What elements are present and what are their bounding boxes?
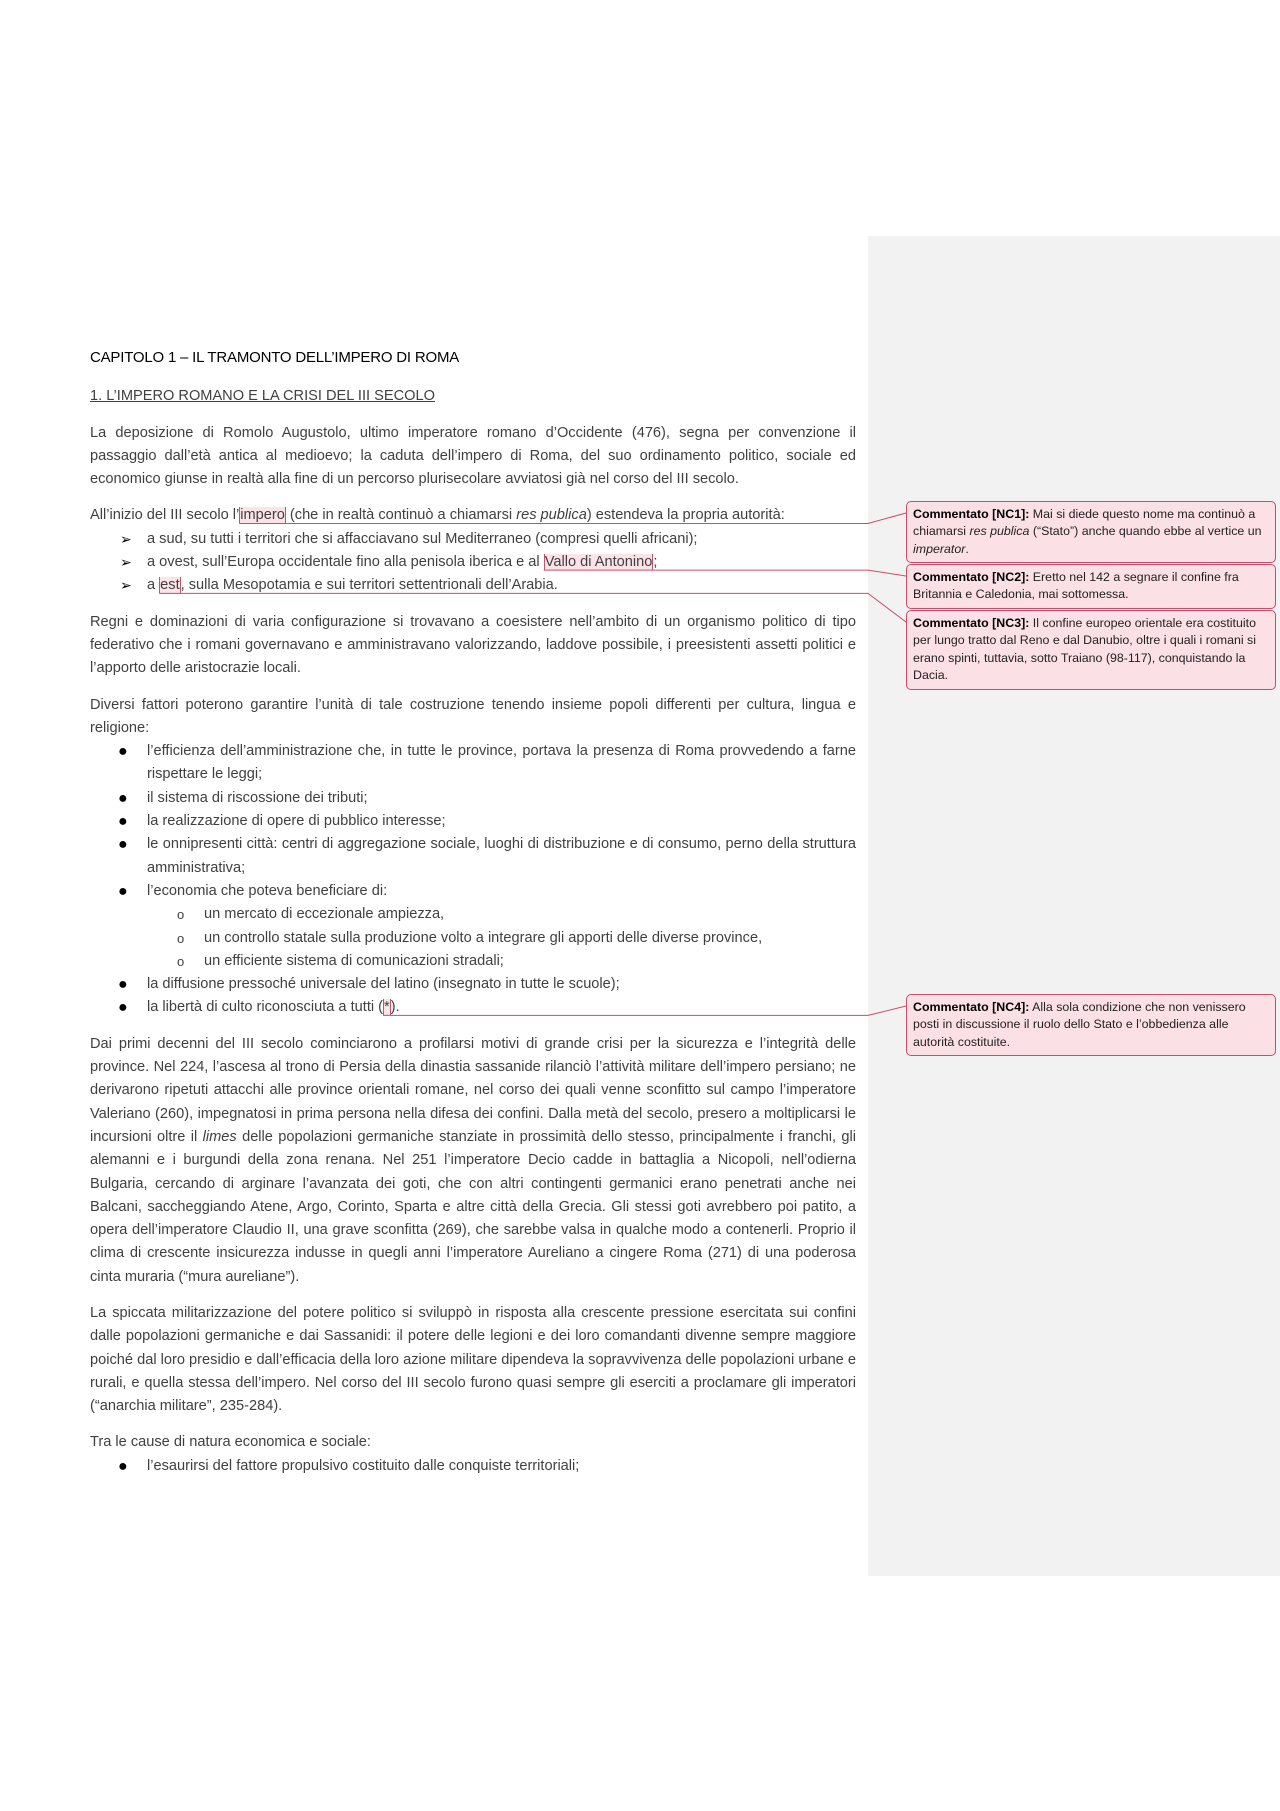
bullet-icon: ● xyxy=(118,813,128,831)
bullet-icon: ● xyxy=(118,1457,128,1475)
section-title-text: 1. L’IMPERO ROMANO E LA CRISI DEL III SECOLO xyxy=(90,388,435,405)
list-item xyxy=(90,528,856,551)
factors-list xyxy=(90,740,856,1020)
factor-text: la libertà di culto riconosciuta a tutti ( xyxy=(147,999,384,1016)
paragraph-2 xyxy=(90,504,856,527)
para5-italic: limes xyxy=(202,1128,237,1145)
factor-text: la diffusione pressoché universale del latino (insegnato in tutte le scuole); xyxy=(147,976,620,993)
arrow-bullet-icon: ➢ xyxy=(120,577,132,594)
economy-item-text: un controllo statale sulla produzione volto a integrare gli apporti delle diverse province, xyxy=(204,929,763,946)
comment-anchor-nc3[interactable]: est xyxy=(160,577,180,594)
factor-text: l’efficienza dell’amministrazione che, in tutte le province, portava la presenza di Roma provvedendo a farne rispettare le leggi; xyxy=(147,743,856,783)
comment-italic: imperator xyxy=(913,541,966,556)
territory-east-end: , sulla Mesopotamia e sui territori settentrionali dell’Arabia. xyxy=(180,577,558,594)
paragraph-3: Regni e dominazioni di varia configurazione si trovavano a coesistere nell’ambito di un organismo politico di tipo federativo che i romani governavano e amministravano valorizzando, laddove possibile, i preesistenti assetti politici e l’apporto delle aristocrazie locali. xyxy=(90,613,856,677)
comment-text: Mai si diede questo nome ma continuò a chiamarsi xyxy=(913,507,1256,539)
paragraph-6: La spiccata militarizzazione del potere politico si sviluppò in risposta alla crescente pressione esercitata sui confini dalle popolazioni germaniche e dai Sassanidi: il potere delle legioni e dei loro comandanti divenne sempre maggiore poiché dal loro presidio e dall’efficacia della loro azione militare dipendeva la sopravvivenza delle popolazioni urbane e rurali, e quella stessa dell’impero. Nel corso del III secolo furono quasi sempre gli eserciti a proclamare gli imperatori (“anarchia militare”, 235-284). xyxy=(90,1304,856,1415)
comment-label: Commentato [NC3]: xyxy=(913,616,1030,630)
comment-text: (“Stato”) anche quando ebbe al vertice un xyxy=(1029,524,1262,539)
list-item xyxy=(90,787,856,810)
factor-text: il sistema di riscossione dei tributi; xyxy=(147,789,368,806)
circle-bullet-icon: o xyxy=(177,953,185,969)
arrow-bullet-icon: ➢ xyxy=(120,554,132,571)
comment-nc1[interactable] xyxy=(906,501,1276,563)
territories-list xyxy=(90,528,856,598)
factor-text-end: ). xyxy=(390,999,400,1016)
economy-sublist xyxy=(90,903,856,973)
para2-italic: res publica xyxy=(516,507,587,524)
causes-list xyxy=(90,1455,856,1478)
comment-anchor-nc1[interactable]: impero xyxy=(240,507,285,524)
territory-west-end: ; xyxy=(653,554,658,571)
paragraph-4: Diversi fattori poterono garantire l’unità di tale costruzione tenendo insieme popoli differenti per cultura, lingua e religione: xyxy=(90,696,856,736)
list-item xyxy=(90,903,856,926)
list-item xyxy=(90,740,856,787)
comment-text: . xyxy=(965,541,969,556)
list-item xyxy=(90,973,856,996)
comment-italic: res publica xyxy=(969,524,1030,539)
comment-anchor-nc4[interactable]: * xyxy=(384,999,390,1016)
paragraph-7: Tra le cause di natura economica e sociale: xyxy=(90,1434,371,1451)
territory-west: a ovest, sull’Europa occidentale fino alla penisola iberica e al xyxy=(147,554,544,571)
para2-before: All’inizio del III secolo l’ xyxy=(90,507,240,524)
bullet-icon: ● xyxy=(118,882,128,900)
territory-south: a sud, su tutti i territori che si affacciavano sul Mediterraneo (compresi quelli africani); xyxy=(147,530,698,547)
bullet-icon: ● xyxy=(118,789,128,807)
circle-bullet-icon: o xyxy=(177,930,185,946)
comment-label: Commentato [NC4]: xyxy=(913,1000,1030,1014)
comment-text: Il confine europeo orientale era costituito per lungo tratto dal Reno e dal Danubio, oltre i quali i romani si erano spinti, tuttavia, sotto Traiano (98-117), conquistando la Dacia. xyxy=(913,616,1257,683)
section-title xyxy=(90,385,856,408)
document-body xyxy=(90,346,856,1491)
comment-label: Commentato [NC2]: xyxy=(913,570,1030,584)
economy-item-text: un mercato di eccezionale ampiezza, xyxy=(204,906,445,923)
bullet-icon: ● xyxy=(118,976,128,994)
comment-nc3[interactable] xyxy=(906,610,1276,690)
list-item xyxy=(90,880,856,973)
para5-after: delle popolazioni germaniche stanziate in prossimità dello stesso, principalmente i franchi, gli alemanni e i burgundi della zona renana. Nel 251 l’imperatore Decio cadde in battaglia a Nicopoli, nell’odierna Bulgaria, cercando di arginare l’avanzata dei goti, che con altri contingenti germanici erano penetrati anche nei Balcani, saccheggiando Atene, Argo, Corinto, Sparta e altre città della Grecia. Gli stessi goti avrebbero poi patito, a opera dell’imperatore Claudio II, una grave sconfitta (269), che sarebbe valsa in qualche modo a contenerli. Proprio il clima di crescente insicurezza indusse in quegli anni l’imperatore Aureliano a cingere Roma (271) di una poderosa cinta muraria (“mura aureliane”). xyxy=(90,1128,857,1285)
list-item xyxy=(90,574,856,597)
circle-bullet-icon: o xyxy=(177,907,185,923)
list-item xyxy=(90,1455,856,1478)
bullet-icon: ● xyxy=(118,999,128,1017)
para5-before: Dai primi decenni del III secolo cominciarono a profilarsi motivi di grande crisi per la sicurezza e l’integrità delle province. Nel 224, l’ascesa al trono di Persia della dinastia sassanide rilanciò l’attività militare dell’impero persiano; ne derivarono ripetuti attacchi alle province orientali romane, nel corso dei quali venne sconfitto sul campo l’imperatore Valeriano (260), impegnatosi in prima persona nella difesa dei confini. Dalla metà del secolo, presero a moltiplicarsi le incursioni oltre il xyxy=(90,1035,856,1145)
para2-mid: (che in realtà continuò a chiamarsi xyxy=(285,507,517,524)
comments-pane xyxy=(868,236,1280,1576)
arrow-bullet-icon: ➢ xyxy=(120,530,132,547)
cause-text: l’esaurirsi del fattore propulsivo costituito dalle conquiste territoriali; xyxy=(147,1457,580,1474)
comment-label: Commentato [NC1]: xyxy=(913,507,1030,521)
list-item xyxy=(90,950,856,973)
list-item xyxy=(90,810,856,833)
list-item xyxy=(90,996,856,1019)
bullet-icon: ● xyxy=(118,743,128,761)
comment-anchor-nc2[interactable]: Vallo di Antonino xyxy=(544,554,653,571)
comment-text: Eretto nel 142 a segnare il confine fra Britannia e Caledonia, mai sottomessa. xyxy=(913,570,1239,602)
comment-nc4[interactable] xyxy=(906,994,1276,1056)
factor-text: la realizzazione di opere di pubblico interesse; xyxy=(147,813,446,830)
list-item xyxy=(90,927,856,950)
comment-text: Alla sola condizione che non venissero posti in discussione il ruolo dello Stato e l’obbedienza alle autorità costituite. xyxy=(913,1000,1246,1049)
territory-east: a xyxy=(147,577,160,594)
para2-after: ) estendeva la propria autorità: xyxy=(586,507,785,524)
factor-text: le onnipresenti città: centri di aggregazione sociale, luoghi di distribuzione e di consumo, perno della struttura amministrativa; xyxy=(147,836,856,876)
chapter-title: CAPITOLO 1 – IL TRAMONTO DELL’IMPERO DI ROMA xyxy=(90,349,460,366)
paragraph-5 xyxy=(90,1033,856,1289)
bullet-icon: ● xyxy=(118,836,128,854)
list-item xyxy=(90,833,856,880)
paragraph-1: La deposizione di Romolo Augustolo, ultimo imperatore romano d’Occidente (476), segna per convenzione il passaggio dall’età antica al medioevo; la caduta dell’impero di Roma, del suo ordinamento politico, sociale ed economico giunse in realtà alla fine di un percorso plurisecolare avviatosi già nel corso del III secolo. xyxy=(90,424,856,488)
factor-text: l’economia che poteva beneficiare di: xyxy=(147,882,388,899)
list-item xyxy=(90,551,856,574)
economy-item-text: un efficiente sistema di comunicazioni stradali; xyxy=(204,952,504,969)
comment-nc2[interactable] xyxy=(906,564,1276,609)
